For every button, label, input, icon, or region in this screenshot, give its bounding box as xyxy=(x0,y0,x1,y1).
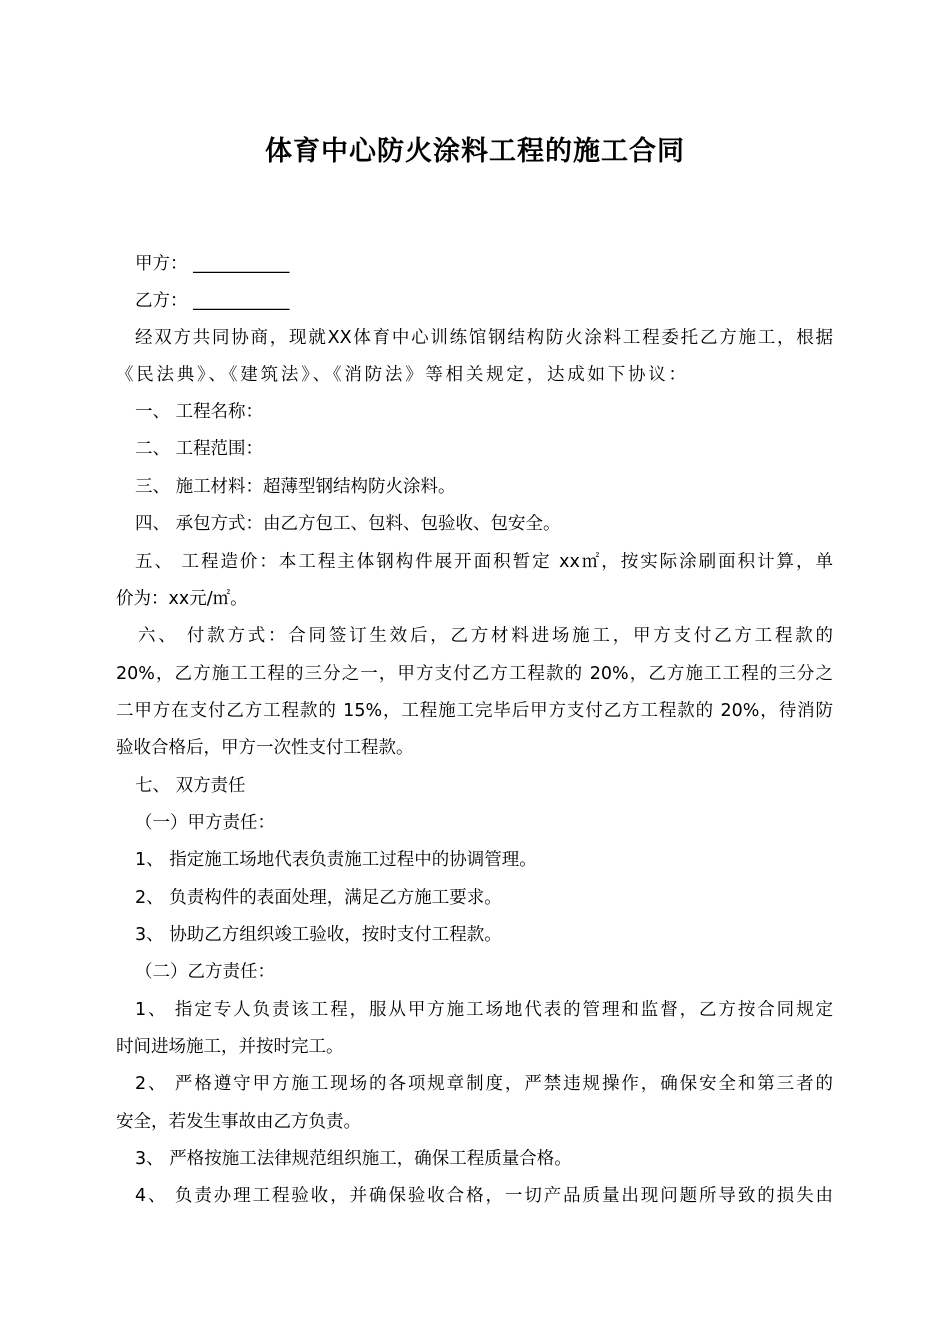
party-a-duty-1: 1、 指定施工场地代表负责施工过程中的协调管理。 xyxy=(135,850,537,870)
party-b-duty-4-line-1: 4、 负责办理工程验收，并确保验收合格，一切产品质量出现问题所导致的损失由 xyxy=(135,1186,833,1206)
party-a-duty-2: 2、 负责构件的表面处理，满足乙方施工要求。 xyxy=(135,888,502,908)
clause-4: 四、 承包方式：由乙方包工、包料、包验收、包安全。 xyxy=(135,514,561,534)
section-b-heading: （二）乙方责任： xyxy=(135,962,275,982)
party-a-line: 甲方： ___________ xyxy=(135,254,290,274)
intro-line-1: 经双方共同协商，现就XX体育中心训练馆钢结构防火涂料工程委托乙方施工，根据 xyxy=(135,328,833,348)
party-a-duty-3: 3、 协助乙方组织竣工验收，按时支付工程款。 xyxy=(135,925,502,945)
party-b-duty-1-line-2: 时间进场施工，并按时完工。 xyxy=(116,1037,344,1057)
clause-3: 三、 施工材料：超薄型钢结构防火涂料。 xyxy=(135,477,456,497)
clause-1: 一、 工程名称： xyxy=(135,402,264,422)
party-b-duty-1-line-1: 1、 指定专人负责该工程，服从甲方施工场地代表的管理和监督，乙方按合同规定 xyxy=(135,1000,833,1020)
party-b-duty-3: 3、 严格按施工法律规范组织施工，确保工程质量合格。 xyxy=(135,1149,572,1169)
document-title: 体育中心防火涂料工程的施工合同 xyxy=(265,136,685,167)
party-b-duty-2-line-1: 2、 严格遵守甲方施工现场的各项规章制度，严禁违规操作，确保安全和第三者的 xyxy=(135,1074,833,1094)
clause-5-line-1: 五、 工程造价：本工程主体钢构件展开面积暂定 xx㎡，按实际涂刷面积计算，单 xyxy=(135,552,833,572)
section-a-heading: （一）甲方责任： xyxy=(135,813,275,833)
clause-6-line-3: 二甲方在支付乙方工程款的 15%，工程施工完毕后甲方支付乙方工程款的 20%，待消防 xyxy=(116,701,833,721)
clause-6-line-2: 20%，乙方施工工程的三分之一，甲方支付乙方工程款的 20%，乙方施工工程的三分之 xyxy=(116,664,833,684)
clause-6-line-1: 六、 付款方式：合同签订生效后，乙方材料进场施工，甲方支付乙方工程款的 xyxy=(138,626,833,646)
clause-5-line-2: 价为：xx元/㎡。 xyxy=(116,589,248,609)
clause-2: 二、 工程范围： xyxy=(135,439,264,459)
party-b-duty-2-line-2: 安全，若发生事故由乙方负责。 xyxy=(116,1112,361,1132)
clause-7: 七、 双方责任 xyxy=(135,776,246,796)
intro-line-2: 《民法典》、《建筑法》、《消防法》等相关规定，达成如下协议： xyxy=(116,365,686,385)
party-b-line: 乙方： ___________ xyxy=(135,291,290,311)
clause-6-line-4: 验收合格后，甲方一次性支付工程款。 xyxy=(116,738,414,758)
